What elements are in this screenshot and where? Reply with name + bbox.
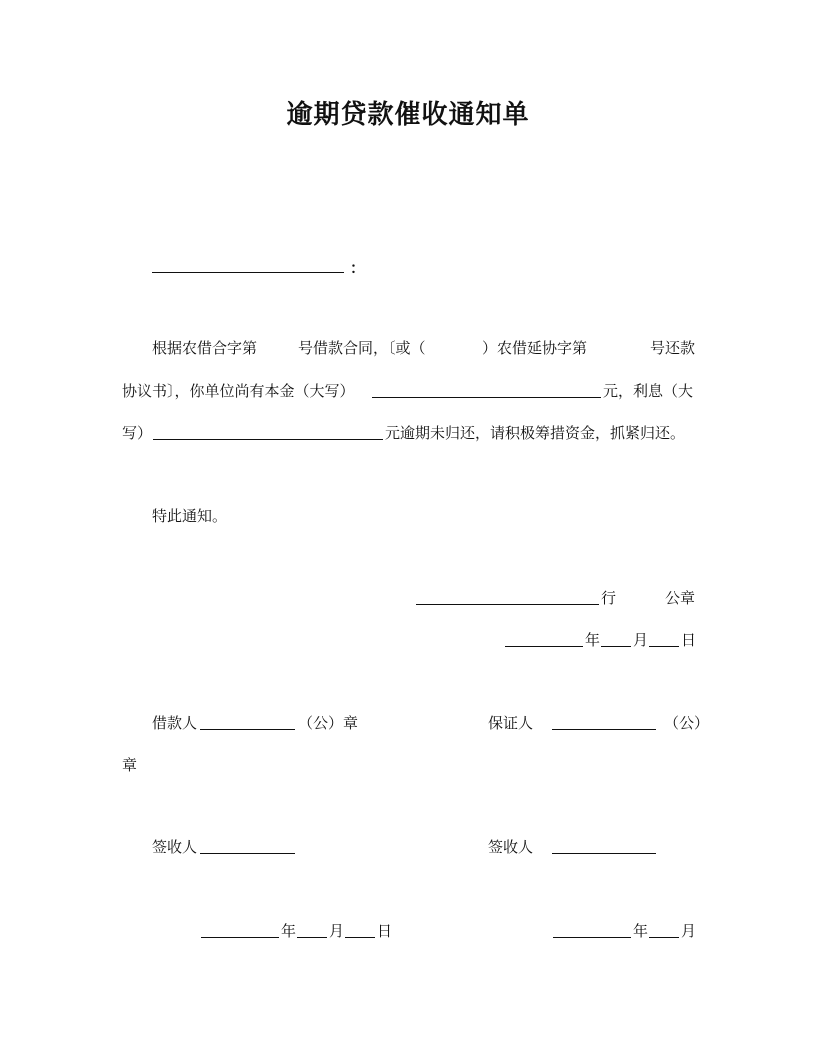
- body-line1-c: ）农借延协字第: [482, 339, 588, 357]
- guarantor-label: 保证人: [488, 714, 534, 732]
- left-day-blank: [345, 937, 375, 938]
- interest-blank: [153, 439, 383, 440]
- receiver-right-blank: [552, 853, 656, 854]
- bank-day-label: 日: [681, 631, 697, 649]
- left-year-label: 年: [281, 922, 297, 940]
- body-line2-a: 协议书〕，你单位尚有本金（大写）: [122, 382, 355, 400]
- bank-year-label: 年: [585, 631, 601, 649]
- recipient-blank: [152, 272, 344, 273]
- left-month-label: 月: [329, 922, 345, 940]
- body-line3-a: 写）: [122, 424, 153, 442]
- bank-seal: 公章: [665, 589, 696, 607]
- bank-day-blank: [649, 646, 679, 647]
- receiver-left-blank: [200, 853, 295, 854]
- principal-blank: [372, 397, 601, 398]
- guarantor-seal-wrap: 章: [122, 756, 138, 774]
- body-line2-b: 元，利息（大: [603, 382, 694, 400]
- guarantor-seal: （公）: [664, 714, 710, 732]
- body-line3-b: 元逾期未归还，请积极筹措资金，抓紧归还。: [385, 424, 686, 442]
- right-year-label: 年: [633, 922, 649, 940]
- bank-month-label: 月: [633, 631, 649, 649]
- bank-hang: 行: [601, 589, 617, 607]
- notice-text: 特此通知。: [152, 507, 228, 525]
- guarantor-blank: [552, 729, 656, 730]
- borrower-seal: （公）章: [298, 714, 359, 732]
- left-day-label: 日: [377, 922, 393, 940]
- left-year-blank: [201, 937, 279, 938]
- left-month-blank: [297, 937, 327, 938]
- right-month-label: 月: [681, 922, 697, 940]
- bank-year-blank: [505, 646, 583, 647]
- body-line1-b: 号借款合同，〔或（: [298, 339, 426, 357]
- body-line1-d: 号还款: [650, 339, 696, 357]
- body-line1-a: 根据农借合字第: [152, 339, 258, 357]
- borrower-blank: [200, 729, 295, 730]
- right-month-blank: [649, 937, 679, 938]
- salutation-colon: ：: [350, 259, 366, 277]
- right-year-blank: [553, 937, 631, 938]
- receiver-left-label: 签收人: [152, 838, 198, 856]
- document-title: 逾期贷款催收通知单: [286, 100, 530, 130]
- bank-name-blank: [416, 604, 599, 605]
- receiver-right-label: 签收人: [488, 838, 534, 856]
- borrower-label: 借款人: [152, 714, 198, 732]
- bank-month-blank: [601, 646, 631, 647]
